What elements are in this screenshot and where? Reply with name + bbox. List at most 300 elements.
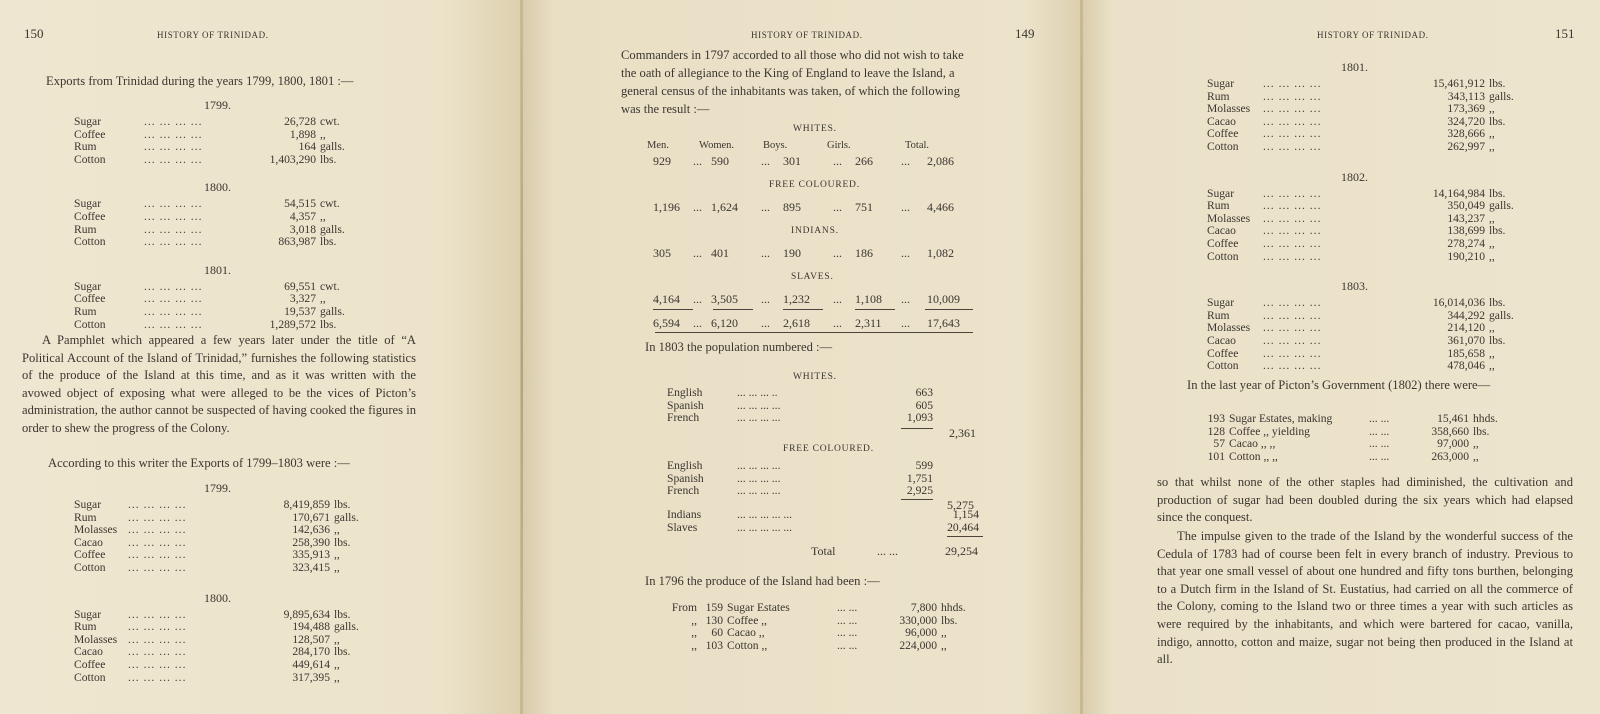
unit: galls. (320, 304, 345, 318)
leader-dots: ... ... ... ... (144, 209, 203, 223)
quantity: 358,660 (1431, 424, 1469, 438)
pop-value: 599 (915, 459, 933, 472)
commodity-name: Coffee (74, 292, 106, 306)
staples-paragraph: so that whilst none of the other staples had diminished, the cultivation and production of sugar had been doubled during the six years which had elapsed since the conquest. (1157, 475, 1573, 525)
quantity: 7,800 (910, 601, 937, 614)
unit: galls. (320, 222, 345, 236)
leader-dots: ... ... ... ... (144, 235, 203, 249)
pop-label: English (667, 459, 703, 472)
produce-label: Cotton ,, (727, 638, 768, 652)
commodity-name: Rum (74, 140, 97, 154)
table-year: 1801. (204, 262, 231, 277)
unit: lbs. (334, 498, 351, 511)
commodity-name: Sugar (1207, 77, 1235, 90)
commodity-name: Sugar (74, 115, 102, 128)
quantity: 224,000 (899, 638, 937, 652)
unit: lbs. (334, 645, 351, 659)
commodity-name: Cacao (74, 535, 103, 549)
commodity-name: Cacao (1207, 333, 1236, 347)
estate-label: Cotton ,, ,, (1229, 449, 1278, 463)
intro-line-4: was the result :— (621, 102, 710, 116)
leader-dots: ... ... ... ... (128, 560, 187, 574)
census-heading: FREE COLOURED. (769, 180, 860, 190)
grand-total: 29,254 (945, 544, 978, 558)
leader-dots: ... ... ... ... (128, 620, 187, 634)
leader-dots: ... ... ... ... (1263, 139, 1322, 153)
table-year: 1803. (1341, 279, 1368, 294)
produce-label: Sugar Estates (727, 601, 790, 614)
commodity-name: Cacao (1207, 114, 1236, 128)
leader-dots: ... ... (837, 638, 858, 652)
commodity-name: Cotton (1207, 359, 1239, 373)
table-row (1207, 78, 1527, 91)
table-row (74, 116, 374, 129)
census-sep: ... (901, 154, 910, 168)
leader-dots: ... ... ... ... (1263, 114, 1322, 128)
pop-label: French (667, 411, 700, 425)
rule (855, 309, 895, 310)
census-sep: ... (833, 292, 842, 306)
census-value: 301 (783, 154, 801, 168)
table-row (1207, 200, 1527, 213)
pop-value: 1,154 (952, 508, 979, 521)
quantity: 54,515 (284, 197, 316, 211)
unit: lbs. (941, 613, 958, 627)
commodity-name: Coffee (74, 127, 106, 141)
unit: ,, (320, 209, 326, 223)
estate-label: Coffee ,, yielding (1229, 424, 1310, 438)
estate-count: 128 (1207, 424, 1225, 438)
census-value: 4,164 (653, 292, 680, 306)
estate-count: 193 (1207, 412, 1225, 425)
table-row (74, 562, 374, 575)
exports-intro: Exports from Trinidad during the years 1799, 1800, 1801 :— (46, 74, 354, 88)
leader-dots: ... ... ... ... (144, 222, 203, 236)
commodity-table (1207, 188, 1527, 264)
quantity: 1,898 (289, 127, 316, 141)
quantity: 328,666 (1447, 127, 1485, 141)
leader-dots: ... ... ... ... (1263, 236, 1322, 250)
rule (901, 428, 933, 429)
quantity: 14,164,984 (1432, 186, 1485, 200)
leader-dots: ... ... ... ... ... (737, 521, 793, 534)
quantity: 350,049 (1447, 199, 1485, 213)
leader-dots: ... ... ... ... (128, 510, 187, 524)
leader-dots: ... ... (1369, 437, 1390, 451)
unit: lbs. (1473, 424, 1490, 438)
commodity-name: Cotton (74, 670, 106, 684)
quantity: 96,000 (905, 626, 937, 640)
census-total: 2,311 (855, 316, 882, 330)
unit: galls. (334, 620, 359, 634)
census-value: 1,082 (927, 246, 954, 260)
unit: ,, (1489, 359, 1495, 373)
quantity: 16,014,036 (1432, 296, 1485, 310)
quantity: 3,018 (289, 222, 316, 236)
commodity-name: Coffee (1207, 236, 1239, 250)
commodity-name: Molasses (1207, 321, 1251, 335)
page-gutter (521, 0, 523, 714)
table-row (74, 524, 374, 537)
quantity: 19,537 (284, 304, 316, 318)
pop-label: Slaves (667, 521, 698, 534)
census-value: 1,232 (783, 292, 810, 306)
pop-value: 20,464 (947, 521, 979, 534)
unit: galls. (334, 510, 359, 524)
census-sep: ... (693, 154, 702, 168)
commodity-table (74, 281, 374, 331)
leader-dots: ... ... ... ... (1263, 296, 1322, 310)
unit: ,, (320, 127, 326, 141)
commodity-name: Molasses (74, 523, 118, 537)
census-value: 1,196 (653, 200, 680, 214)
commodity-table (1207, 78, 1527, 154)
unit: hhds. (941, 601, 966, 614)
table-row (74, 672, 374, 685)
quantity: 69,551 (284, 279, 316, 293)
unit: ,, (1489, 346, 1495, 360)
quantity: 173,369 (1447, 102, 1485, 116)
unit: lbs. (334, 607, 351, 621)
pop-label: Indians (667, 508, 702, 521)
census-value: 895 (783, 200, 801, 214)
commodity-name: Rum (74, 620, 97, 634)
running-head: HISTORY OF TRINIDAD. (1317, 30, 1429, 40)
census-heading: SLAVES. (791, 272, 834, 282)
unit: ,, (941, 638, 947, 652)
grand-total-label: Total (811, 544, 836, 558)
leader-dots: ... ... ... ... (128, 535, 187, 549)
commodity-name: Rum (1207, 89, 1230, 103)
quantity: 361,070 (1447, 333, 1485, 347)
unit: ,, (1489, 139, 1495, 153)
census-value: 186 (855, 246, 873, 260)
unit: lbs. (320, 235, 337, 249)
census-value: 190 (783, 246, 801, 260)
census-value: 1,108 (855, 292, 882, 306)
pop-value: 1,093 (906, 411, 933, 425)
quantity: 185,658 (1447, 346, 1485, 360)
cedula-paragraph: The impulse given to the trade of the Island by the wonderful success of the Cedula of 1783 had of course been felt in every branch of industry. Previous to that year one small vessel of about one hundred and fifty tons burthen, belonging to a Dutch firm in the Island of St. Eustatius, had carried on all the commerce of the Colony, coming to the Island two or three times a year with such articles as were required by the inhabitants, and which were bartered for cacao, vanilla, indigo, annotto, cotton and maize, sugar not being then produced in the Island at all. (1157, 529, 1573, 667)
commodity-name: Molasses (74, 632, 118, 646)
table-row (74, 236, 374, 249)
unit: galls. (1489, 308, 1514, 322)
rule (947, 536, 983, 537)
census-value: 3,505 (711, 292, 738, 306)
census-value: 1,624 (711, 200, 738, 214)
census-sep: ... (761, 200, 770, 214)
commodity-name: Sugar (74, 498, 102, 511)
leader-dots: ... ... ... ... (144, 317, 203, 331)
produce-prefix: From (671, 601, 697, 614)
population-1803-intro: In 1803 the population numbered :— (645, 340, 833, 354)
leader-dots: ... ... ... ... (128, 498, 187, 511)
commodity-name: Rum (74, 510, 97, 524)
leader-dots: ... ... ... ... (737, 411, 781, 425)
unit: ,, (1489, 102, 1495, 116)
table-row (74, 659, 374, 672)
commodity-table (1207, 297, 1527, 373)
census-col-header: Girls. (827, 140, 851, 151)
census-sep: ... (693, 316, 702, 330)
leader-dots: ... ... ... ... (1263, 102, 1322, 116)
leader-dots: ... ... ... ... (144, 304, 203, 318)
pop-heading-free-coloured: FREE COLOURED. (783, 444, 874, 454)
census-value: 751 (855, 200, 873, 214)
table-row (74, 211, 374, 224)
census-sep: ... (693, 246, 702, 260)
page-number: 150 (24, 26, 44, 41)
census-value: 401 (711, 246, 729, 260)
commodity-name: Coffee (74, 548, 106, 562)
leader-dots: ... ... ... ... (1263, 77, 1322, 90)
table-row (74, 306, 374, 319)
produce-count: 103 (705, 638, 723, 652)
leader-dots: ... ... ... ... (128, 607, 187, 621)
commodity-name: Cotton (74, 317, 106, 331)
leader-dots: ... ... ... ... (737, 471, 781, 485)
unit: ,, (1489, 127, 1495, 141)
unit: ,, (1489, 236, 1495, 250)
commodity-name: Coffee (74, 209, 106, 223)
unit: ,, (334, 560, 340, 574)
table-row (74, 141, 374, 154)
pop-value: 605 (915, 398, 933, 412)
leader-dots: ... ... ... ... ... (737, 508, 793, 521)
census-total: 17,643 (927, 316, 960, 330)
running-head: HISTORY OF TRINIDAD. (751, 30, 863, 40)
leader-dots: ... ... ... ... (144, 140, 203, 154)
unit: ,, (334, 670, 340, 684)
leader-dots: ... ... ... ... (1263, 333, 1322, 347)
census-value: 305 (653, 246, 671, 260)
produce-label: Coffee ,, (727, 613, 768, 627)
census-heading-whites: WHITES. (793, 124, 837, 134)
quantity: 330,000 (899, 613, 937, 627)
leader-dots: ... ... ... ... (737, 459, 781, 472)
commodity-name: Sugar (1207, 186, 1235, 200)
unit: ,, (941, 626, 947, 640)
commodity-name: Coffee (1207, 127, 1239, 141)
census-sep: ... (833, 200, 842, 214)
unit: lbs. (1489, 77, 1506, 90)
commodity-table (74, 116, 374, 166)
leader-dots: ... ... ... ... (144, 292, 203, 306)
quantity: 164 (298, 140, 316, 154)
estate-count: 101 (1207, 449, 1225, 463)
census-sep: ... (901, 200, 910, 214)
unit: ,, (1473, 449, 1479, 463)
census-sep: ... (761, 292, 770, 306)
leader-dots: ... ... ... ... (1263, 211, 1322, 225)
leader-dots: ... ... ... ... (737, 398, 781, 412)
commodity-name: Rum (1207, 308, 1230, 322)
produce-prefix: ,, (691, 638, 697, 652)
page-gutter (1081, 0, 1083, 714)
pop-value: 663 (915, 386, 933, 399)
leader-dots: ... ... ... ... (144, 152, 203, 166)
leader-dots: ... ... ... ... (128, 523, 187, 537)
produce-count: 130 (705, 613, 723, 627)
unit: lbs. (1489, 114, 1506, 128)
leader-dots: ... ... (1369, 449, 1390, 463)
quantity: 323,415 (292, 560, 330, 574)
table-row (74, 499, 374, 512)
table-row (1207, 335, 1527, 348)
census-sep: ... (761, 154, 770, 168)
commodity-table (74, 198, 374, 248)
unit: lbs. (1489, 333, 1506, 347)
leader-dots: ... ... ... ... (1263, 346, 1322, 360)
census-value: 10,009 (927, 292, 960, 306)
intro-line-2: the oath of allegiance to the King of England to leave the Island, a (621, 66, 955, 80)
quantity: 143,237 (1447, 211, 1485, 225)
unit: lbs. (320, 317, 337, 331)
writer-exports-intro: According to this writer the Exports of 1799–1803 were :— (48, 456, 350, 470)
commodity-name: Cotton (74, 560, 106, 574)
quantity: 478,046 (1447, 359, 1485, 373)
leader-dots: ... ... ... ... (128, 645, 187, 659)
produce-prefix: ,, (691, 613, 697, 627)
census-col-header: Women. (699, 140, 735, 151)
commodity-name: Cacao (74, 645, 103, 659)
quantity: 1,289,572 (269, 317, 316, 331)
census-sep: ... (901, 316, 910, 330)
table-row (74, 319, 374, 332)
census-col-header: Total. (905, 140, 930, 151)
commodity-name: Coffee (74, 657, 106, 671)
quantity: 278,274 (1447, 236, 1485, 250)
produce-prefix: ,, (691, 626, 697, 640)
leader-dots: ... ... ... ... (1263, 89, 1322, 103)
commodity-name: Rum (74, 222, 97, 236)
whites-total: 2,361 (949, 426, 976, 440)
unit: galls. (1489, 89, 1514, 103)
census-value: 590 (711, 154, 729, 168)
leader-dots: ... ... ... ... (1263, 359, 1322, 373)
quantity: 262,997 (1447, 139, 1485, 153)
table-year: 1800. (204, 180, 231, 195)
commodity-name: Molasses (1207, 102, 1251, 116)
rule (901, 499, 933, 500)
leader-dots: ... ... ... ... (128, 670, 187, 684)
commodity-name: Sugar (74, 197, 102, 211)
census-sep: ... (693, 200, 702, 214)
picton-line: In the last year of Picton’s Government (1802) there were— (1187, 378, 1491, 392)
rule (713, 309, 753, 310)
table-row (74, 198, 374, 211)
estate-label: Sugar Estates, making (1229, 412, 1333, 425)
quantity: 263,000 (1431, 449, 1469, 463)
census-sep: ... (833, 246, 842, 260)
census-total: 6,120 (711, 316, 738, 330)
quantity: 344,292 (1447, 308, 1485, 322)
commodity-name: Molasses (1207, 211, 1251, 225)
quantity: 449,614 (292, 657, 330, 671)
commodity-table (74, 609, 374, 685)
census-total: 6,594 (653, 316, 680, 330)
quantity: 258,390 (292, 535, 330, 549)
rule (655, 332, 973, 333)
leader-dots: ... ... (837, 601, 858, 614)
quantity: 343,113 (1447, 89, 1485, 103)
produce-count: 159 (705, 601, 723, 614)
quantity: 15,461,912 (1432, 77, 1485, 90)
quantity: 138,699 (1447, 224, 1485, 238)
unit: ,, (1473, 437, 1479, 451)
page-149 (520, 0, 1080, 714)
table-row (74, 154, 374, 167)
quantity: 324,720 (1447, 114, 1485, 128)
unit: cwt. (320, 279, 340, 293)
census-value: 4,466 (927, 200, 954, 214)
produce-1796-intro: In 1796 the produce of the Island had been :— (645, 574, 880, 588)
intro-line-3: general census of the inhabitants was taken, of which the following (621, 84, 960, 98)
unit: lbs. (334, 535, 351, 549)
census-sep: ... (901, 246, 910, 260)
leader-dots: ... ... ... ... (737, 484, 781, 498)
estate-label: Cacao ,, ,, (1229, 437, 1276, 451)
leader-dots: ... ... ... ... (128, 632, 187, 646)
leader-dots: ... ... ... ... (1263, 308, 1322, 322)
rule (653, 309, 693, 310)
produce-label: Cacao ,, (727, 626, 765, 640)
estate-count: 57 (1213, 437, 1225, 451)
quantity: 15,461 (1437, 412, 1469, 425)
unit: lbs. (1489, 186, 1506, 200)
quantity: 3,327 (289, 292, 316, 306)
census-sep: ... (901, 292, 910, 306)
quantity: 214,120 (1447, 321, 1485, 335)
table-row (74, 281, 374, 294)
leader-dots: ... ... (1369, 424, 1390, 438)
unit: lbs. (1489, 296, 1506, 310)
table-row (1207, 103, 1527, 116)
produce-count: 60 (711, 626, 723, 640)
unit: cwt. (320, 197, 340, 211)
table-row (74, 621, 374, 634)
quantity: 9,895,634 (283, 607, 330, 621)
intro-line-1: Commanders in 1797 accorded to all those who did not wish to take (621, 48, 964, 62)
commodity-name: Sugar (1207, 296, 1235, 310)
fc-total: 5,275 (947, 498, 974, 512)
pop-label: French (667, 484, 700, 498)
leader-dots: ... ... ... ... (128, 657, 187, 671)
census-sep: ... (693, 292, 702, 306)
census-heading: INDIANS. (791, 226, 839, 236)
pop-label: English (667, 386, 703, 399)
table-year: 1799. (204, 98, 231, 112)
unit: ,, (1489, 321, 1495, 335)
table-row (1207, 360, 1527, 373)
census-sep: ... (761, 246, 770, 260)
commodity-table (74, 499, 374, 575)
table-row (1207, 141, 1527, 154)
pop-label: Spanish (667, 398, 704, 412)
census-sep: ... (833, 154, 842, 168)
table-row (1207, 238, 1527, 251)
leader-dots: ... ... (1369, 412, 1390, 425)
running-head: HISTORY OF TRINIDAD. (157, 30, 269, 40)
quantity: 335,913 (292, 548, 330, 562)
unit: galls. (1489, 199, 1514, 213)
quantity: 170,671 (292, 510, 330, 524)
page-number: 149 (1015, 26, 1035, 41)
pop-label: Spanish (667, 471, 704, 485)
leader-dots: ... ... ... ... (144, 115, 203, 128)
leader-dots: ... ... ... ... (1263, 199, 1322, 213)
unit: cwt. (320, 115, 340, 128)
